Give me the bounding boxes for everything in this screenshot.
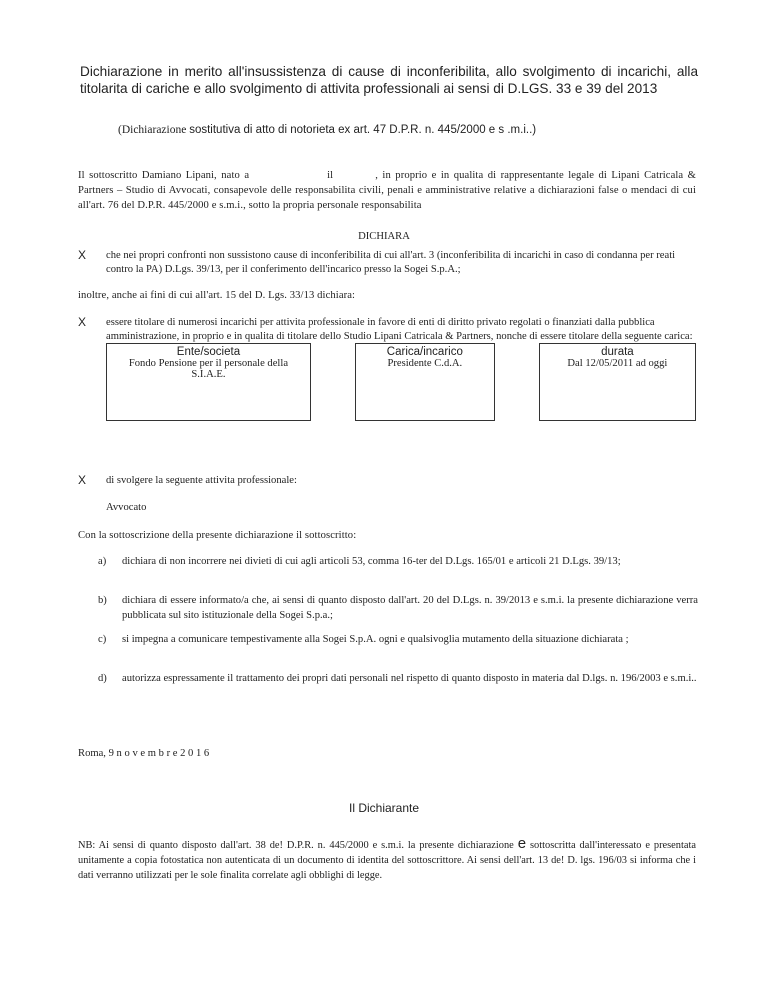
subtitle-prefix: (Dichiarazione [118,124,187,136]
check-mark-2: X [78,315,87,329]
roles-table [106,343,696,421]
intro-part1: Il sottoscritto Damiano Lipani, nato a [78,170,250,181]
check-item-1: che nei propri confronti non sussistono cause di inconferibilita di cui all'art. 3 (inconferibilita di incarichi in caso di condanna per reati contro la PA) D.Lgs. 39/13, per il conferimento dell'incarico presso la Sogei S.p.A.; [106,250,676,275]
check-mark-1: X [78,248,87,262]
intro-paragraph [78,168,696,213]
footnote [78,836,696,883]
profession-value: Avvocato [106,502,147,513]
list-item-text: si impegna a comunicare tempestivamente alla Sogei S.p.A. ogni e qualsivoglia mutamento della situazione dichiarata ; [122,634,629,645]
footnote-part1: NB: Ai sensi di quanto disposto dall'art. 38 de! D.P.R. n. 445/2000 e s.m.i. la presente dichiarazione [78,840,514,851]
value-ente: Fondo Pensione per il personale della S.I.A.E. [128,358,289,380]
list-item-label: b) [98,595,107,606]
header-ente: Ente/societa [176,346,241,358]
list-item-label: d) [98,673,107,684]
dichiara-heading: DICHIARA [358,231,410,242]
table-cell-durata [539,344,695,421]
footnote-part2: sottoscritta dall'interessato e presentata unitamente a copia fotostatica non autenticata di un documento di identita del sottoscrittore. Ai sensi dell'art. 13 de! D. lgs. 196/03 si informa che i dati verranno utilizzati per le sole finalita correlate agli obblighi di legge. [78,840,696,881]
list-item [98,671,698,686]
check-mark-3: X [78,473,87,487]
intro-part3: , in proprio e in qualita di rappresentante legale di Lipani Catricala & Partners – Studio di Avvocati, consapevole delle responsabilita civili, penali e amministrative relative a dichiarazioni false o mendaci di cui all'art. 76 del D.P.R. 445/2000 e s.m.i., sotto la propria personale responsabilita [78,170,697,211]
con-paragraph: Con la sottoscrizione della presente dichiarazione il sottoscritto: [78,530,357,541]
document-subtitle [118,124,718,136]
check-item-2: essere titolare di numerosi incarichi per attivita professionale in favore di enti di diritto privato regolati o finanziati dalla pubblica amministrazione, in proprio e in qualita di titolare dello Studio Lipani Catricala & Partners, nonche di essere titolare della seguente carica: [106,317,693,342]
list-item [98,593,698,623]
subtitle-rest: sostitutiva di atto di notorieta ex art. 47 D.P.R. n. 445/2000 e s .m.i..) [189,124,537,136]
document-title: Dichiarazione in merito all'insussistenza di cause di inconferibilita, allo svolgimento di incarichi, alla titolarita di cariche e allo svolgimento di attivita professionali ai sensi di D.LGS. 33 e 39 del 2013 [80,64,698,96]
list-item [98,632,698,647]
value-carica: Presidente C.d.A. [387,358,463,369]
header-carica: Carica/incarico [386,346,463,358]
footnote-big-e: e [517,835,527,852]
place-date: Roma, 9 n o v e m b r e 2 0 1 6 [78,748,210,759]
list-item [98,554,698,569]
header-durata: durata [601,346,634,358]
inoltre-paragraph: inoltre, anche ai fini di cui all'art. 15 del D. Lgs. 33/13 dichiara: [78,290,356,301]
table-cell-ente [107,344,311,421]
list-item-label: a) [98,556,107,567]
signature-label: Il Dichiarante [348,801,420,815]
table-row [107,344,696,421]
list-item-label: c) [98,634,107,645]
list-item-text: autorizza espressamente il trattamento dei propri dati personali nel rispetto di quanto disposto in materia dal D.lgs. n. 196/2003 e s.m.i.. [122,673,697,684]
intro-part2: il [327,170,334,181]
list-item-text: dichiara di essere informato/a che, ai sensi di quanto disposto dall'art. 20 del D.Lgs. n. 39/2013 e s.m.i. la presente dichiarazione verra pubblicata sul sito istituzionale della Sogei S.p.a.; [122,595,698,621]
check-item-3: di svolgere la seguente attivita professionale: [106,475,297,486]
list-item-text: dichiara di non incorrere nei divieti di cui agli articoli 53, comma 16-ter del D.Lgs. 165/01 e articoli 21 D.Lgs. 39/13; [122,556,621,567]
table-cell-carica [355,344,494,421]
value-durata: Dal 12/05/2011 ad oggi [567,358,668,369]
